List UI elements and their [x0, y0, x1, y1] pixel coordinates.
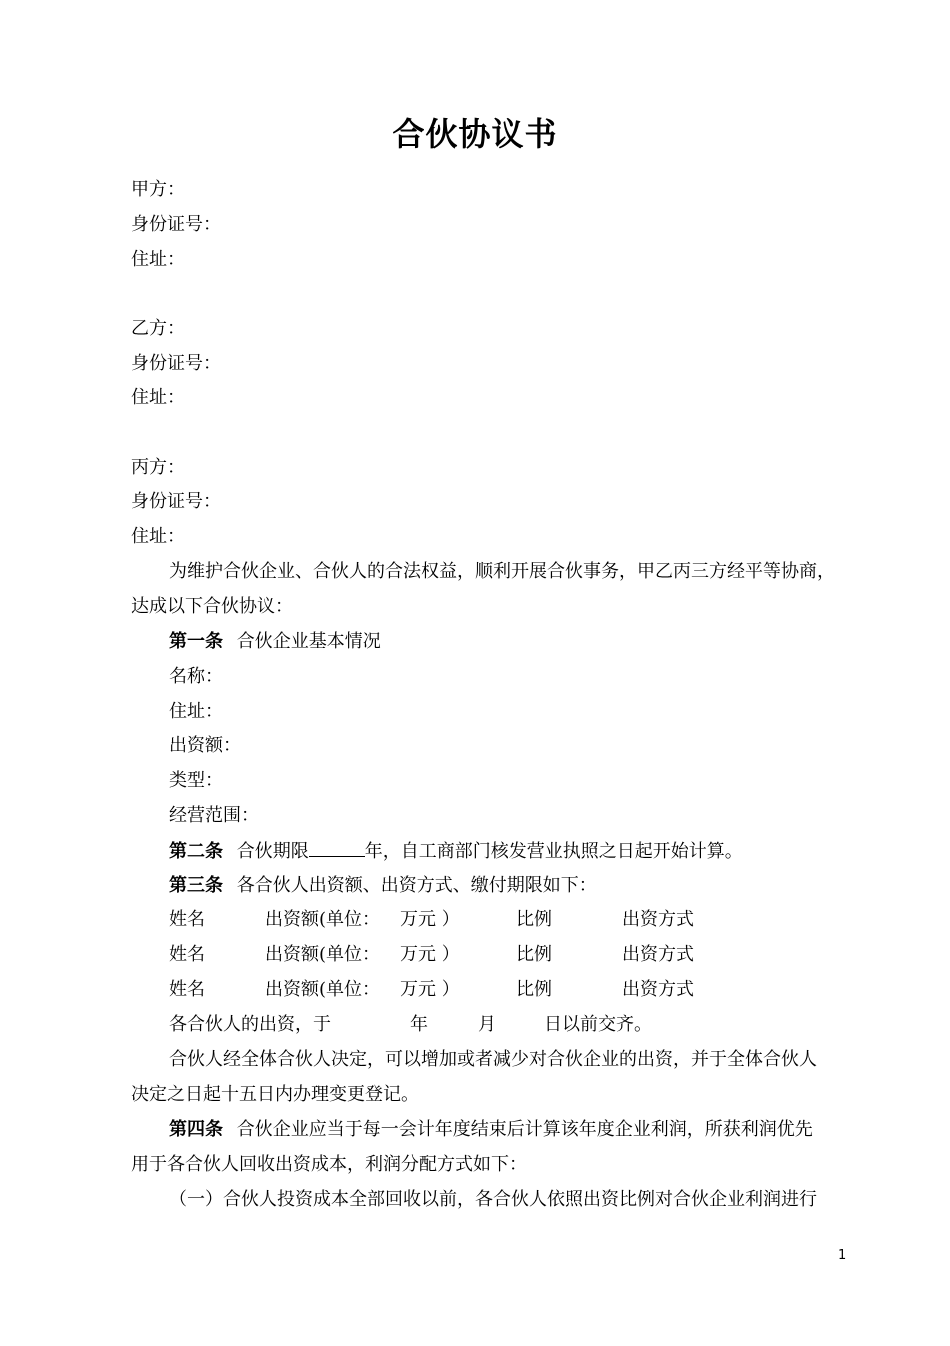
row-unit: 万元 ）	[400, 944, 460, 965]
term-years-blank	[309, 838, 365, 857]
party-c-address-label: 住址：	[131, 526, 185, 547]
change-paragraph-line-2: 决定之日起十五日内办理变更登记。	[131, 1084, 419, 1105]
article-2-heading: 第二条	[169, 841, 223, 862]
row-ratio: 比例	[516, 909, 552, 930]
party-c-id-label: 身份证号：	[131, 491, 221, 512]
party-a-id-label: 身份证号：	[131, 214, 221, 235]
party-b-name-label: 乙方：	[131, 318, 185, 339]
party-a-address-label: 住址：	[131, 249, 185, 270]
preamble-line-2: 达成以下合伙协议：	[131, 596, 293, 617]
field-name-label: 名称：	[169, 666, 223, 687]
preamble-line-1: 为维护合伙企业、合伙人的合法权益，顺利开展合伙事务，甲乙丙三方经平等协商，	[169, 561, 835, 582]
row-name: 姓名	[169, 909, 205, 930]
party-c-name-label: 丙方：	[131, 457, 185, 478]
party-a-name-label: 甲方：	[131, 179, 185, 200]
field-type-label: 类型：	[169, 770, 223, 791]
document-title: 合伙协议书	[392, 115, 558, 153]
article-3-text: 各合伙人出资额、出资方式、缴付期限如下：	[236, 875, 597, 896]
field-address-label: 住址：	[169, 701, 223, 722]
field-capital-label: 出资额：	[169, 735, 241, 756]
row-ratio: 比例	[516, 944, 552, 965]
article-1-heading: 第一条	[169, 631, 223, 652]
deadline-month: 月	[478, 1014, 496, 1035]
article-2-text-after: 年，自工商部门核发营业执照之日起开始计算。	[364, 841, 743, 862]
contribution-row	[0, 977, 950, 1003]
contribution-deadline	[0, 1012, 950, 1038]
change-paragraph-line-1: 合伙人经全体合伙人决定，可以增加或者减少对合伙企业的出资，并于全体合伙人	[169, 1049, 817, 1070]
row-unit: 万元 ）	[400, 979, 460, 1000]
article-3	[169, 873, 597, 899]
row-amount: 出资额(单位：	[265, 979, 381, 1000]
article-1	[169, 629, 381, 655]
article-2	[169, 838, 743, 865]
row-unit: 万元 ）	[400, 909, 460, 930]
article-3-heading: 第三条	[169, 875, 223, 896]
article-4-item-1: （一）合伙人投资成本全部回收以前，各合伙人依照出资比例对合伙企业利润进行	[169, 1189, 817, 1210]
article-4	[169, 1117, 813, 1143]
party-b-address-label: 住址：	[131, 387, 185, 408]
row-method: 出资方式	[622, 979, 694, 1000]
deadline-year: 年	[410, 1014, 428, 1035]
article-4-text-line-1: 合伙企业应当于每一会计年度结束后计算该年度企业利润，所获利润优先	[236, 1119, 813, 1140]
row-amount: 出资额(单位：	[265, 909, 381, 930]
article-1-text: 合伙企业基本情况	[236, 631, 381, 652]
contribution-row	[0, 907, 950, 933]
field-scope-label: 经营范围：	[169, 805, 259, 826]
row-name: 姓名	[169, 979, 205, 1000]
article-4-text-line-2: 用于各合伙人回收出资成本，利润分配方式如下：	[131, 1154, 527, 1175]
article-2-text-before: 合伙期限	[236, 841, 309, 862]
row-amount: 出资额(单位：	[265, 944, 381, 965]
row-ratio: 比例	[516, 979, 552, 1000]
article-4-heading: 第四条	[169, 1119, 223, 1140]
contribution-row	[0, 942, 950, 968]
party-b-id-label: 身份证号：	[131, 353, 221, 374]
deadline-prefix: 各合伙人的出资，于	[169, 1014, 331, 1035]
row-method: 出资方式	[622, 909, 694, 930]
deadline-day: 日以前交齐。	[544, 1014, 652, 1035]
row-name: 姓名	[169, 944, 205, 965]
row-method: 出资方式	[622, 944, 694, 965]
page-number: 1	[838, 1248, 847, 1263]
